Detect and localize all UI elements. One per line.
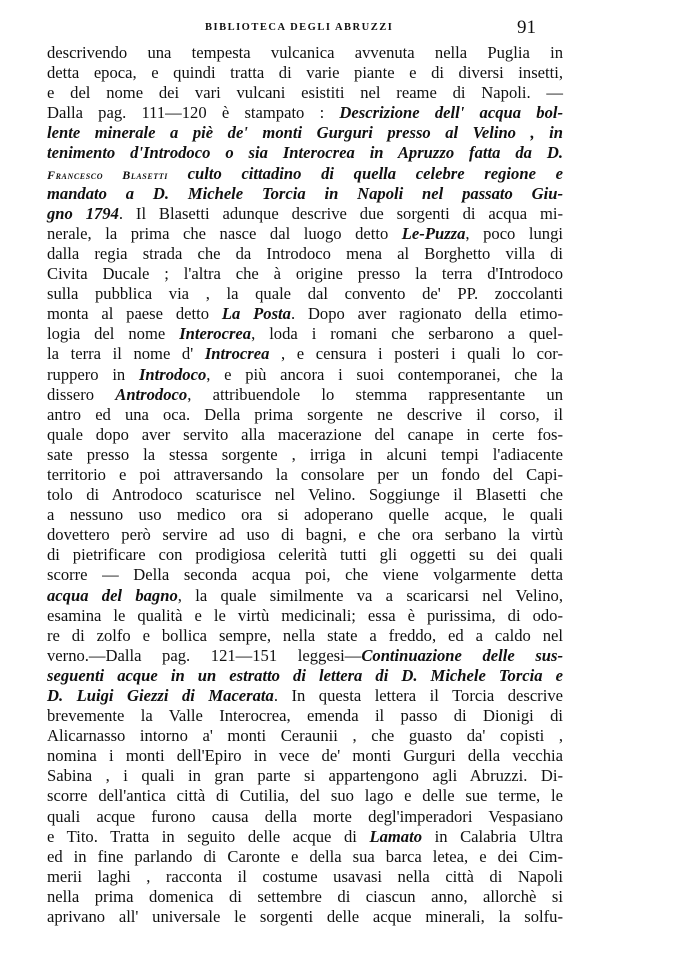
text-line xyxy=(47,485,563,505)
text-run: ruppero in xyxy=(47,364,139,384)
text-run: dalla regia strada che da Introdoco mena al Borghetto villa di xyxy=(47,243,563,263)
text-line xyxy=(47,807,563,827)
italic-text-run: culto cittadino di quella celebre regione e xyxy=(167,163,563,183)
text-run: detta epoca, e quindi tratta di varie piante e di diversi insetti, xyxy=(47,63,563,83)
italic-text-run: Descrizione dell' acqua bol- xyxy=(339,103,563,123)
text-line xyxy=(47,666,563,686)
italic-text-run: Antrodoco xyxy=(115,384,188,404)
text-line xyxy=(47,847,563,867)
text-line xyxy=(47,907,563,927)
text-line xyxy=(47,425,563,445)
italic-text-run: acqua del bagno xyxy=(47,585,178,605)
text-run: verno.—Dalla pag. 121—151 leggesi— xyxy=(47,645,362,665)
text-line xyxy=(47,43,563,63)
italic-text-run: gno 1794 xyxy=(47,203,119,223)
text-run: in Calabria Ultra xyxy=(422,826,564,846)
text-run: dissero xyxy=(47,384,116,404)
text-run: Alicarnasso intorno a' monti Ceraunii , che guasto da' copisti , xyxy=(47,726,563,746)
text-line xyxy=(47,827,563,847)
text-line xyxy=(47,123,563,143)
text-run: e Tito. Tratta in seguito delle acque di xyxy=(47,826,370,846)
text-line xyxy=(47,646,563,666)
text-line xyxy=(47,344,563,364)
text-run: e del nome dei vari vulcani esistiti nel reame di Napoli. — xyxy=(47,83,563,103)
text-line xyxy=(47,706,563,726)
text-run: . Dopo aver ragionato della etimo- xyxy=(290,304,563,324)
running-title: BIBLIOTECA DEGLI ABRUZZI xyxy=(205,22,394,33)
text-line xyxy=(47,63,563,83)
text-run: brevemente la Valle Interocrea, emenda il passo di Dionigi di xyxy=(47,706,563,726)
text-run: di pietrificare con prodigiosa celerità tutti gli oggetti su dei quali xyxy=(47,545,563,565)
text-run: . Il Blasetti adunque descrive due sorgenti di acqua mi- xyxy=(118,203,563,223)
text-line xyxy=(47,304,563,324)
italic-text-run: Continuazione delle sus- xyxy=(361,645,563,665)
text-run: territorio e poi attraversando la consolare per un fondo del Capi- xyxy=(47,464,563,484)
text-line xyxy=(47,746,563,766)
text-run: Civita Ducale ; l'altra che à origine presso la terra d'Introdoco xyxy=(47,264,563,284)
text-run: logia del nome xyxy=(47,324,180,344)
text-run: . In questa lettera il Torcia descrive xyxy=(273,686,563,705)
text-run: nella prima domenica di settembre di ciascun anno, allorchè si xyxy=(47,886,563,906)
text-line xyxy=(47,204,563,224)
body-text xyxy=(47,43,563,927)
text-line xyxy=(47,164,563,184)
text-line xyxy=(47,143,563,163)
text-line xyxy=(47,525,563,545)
text-run: , e più ancora i suoi contemporanei, che la xyxy=(206,364,563,384)
italic-text-run: Introcrea xyxy=(204,344,270,364)
text-run: tolo di Antrodoco scaturisce nel Velino. Soggiunge il Blasetti che xyxy=(47,485,563,505)
text-run: a nessuno uso medico ora si adoperano quelle acque, le quali xyxy=(47,505,563,525)
text-run: Sabina , i quali in gran parte si appartengono agli Abruzzi. Di- xyxy=(47,766,563,786)
italic-text-run: tenimento d'Introdoco o sia Interocrea in Apruzzo fatta da D. xyxy=(47,143,563,163)
text-line xyxy=(47,726,563,746)
italic-text-run: Lamato xyxy=(369,826,423,846)
italic-text-run: Introdoco xyxy=(138,364,207,384)
text-line xyxy=(47,324,563,344)
text-run: merii laghi , racconta il costume usavasi nella città di Napoli xyxy=(47,866,563,886)
text-run: sate presso la stessa sorgente , irriga in alcuni tempi l'adiacente xyxy=(47,444,563,464)
page-number: 91 xyxy=(517,17,536,38)
text-line xyxy=(47,224,563,244)
text-run: dovettero però servire ad uso di bagni, e che ora serbano la virtù xyxy=(47,525,563,545)
text-line xyxy=(47,786,563,806)
italic-text-run: La Posta xyxy=(221,304,291,324)
text-run: esamina le qualità e le virtù medicinali; essa è purissima, di odo- xyxy=(47,605,563,625)
text-line xyxy=(47,365,563,385)
small-caps-text-run: Francesco Blasetti xyxy=(47,167,168,182)
text-line xyxy=(47,83,563,103)
italic-text-run: Interocrea xyxy=(179,324,252,344)
text-run: , loda i romani che serbarono a quel- xyxy=(251,324,563,344)
text-run: monta al paese detto xyxy=(47,304,222,324)
text-run: descrivendo una tempesta vulcanica avvenuta nella Puglia in xyxy=(47,43,563,62)
text-run: antro ed una oca. Della prima sorgente ne descrive il corso, il xyxy=(47,404,563,424)
text-run: re di zolfo e bollica sempre, nella state a freddo, ed a caldo nel xyxy=(47,625,563,645)
running-head xyxy=(0,17,700,41)
text-line xyxy=(47,606,563,626)
text-line xyxy=(47,686,563,706)
text-line xyxy=(47,264,563,284)
text-line xyxy=(47,586,563,606)
italic-text-run: seguenti acque in un estratto di lettera di D. Michele Torcia e xyxy=(47,665,563,685)
text-run: scorre — Della seconda acqua poi, che viene volgarmente detta xyxy=(47,565,563,585)
text-run: Dalla pag. 111—120 è stampato : xyxy=(47,103,340,123)
text-run: nomina i monti dell'Epiro in vece de' monti Gurguri della vecchia xyxy=(47,746,563,766)
text-line xyxy=(47,385,563,405)
text-run: nerale, la prima che nasce dal luogo detto xyxy=(47,223,402,243)
text-run: aprivano all' universale le sorgenti delle acque minerali, la solfu- xyxy=(47,907,563,927)
italic-text-run: Le-Puzza xyxy=(401,223,466,243)
italic-text-run: lente minerale a piè de' monti Gurguri presso al Velino , in xyxy=(47,123,563,143)
text-run: quale dopo aver servito alla macerazione del canape in certe fos- xyxy=(47,424,563,444)
text-line xyxy=(47,887,563,907)
text-line xyxy=(47,284,563,304)
text-line xyxy=(47,626,563,646)
text-run: , la quale similmente va a scaricarsi nel Velino, xyxy=(177,585,563,605)
italic-text-run: mandato a D. Michele Torcia in Napoli nel passato Giu- xyxy=(47,183,563,203)
text-line xyxy=(47,766,563,786)
text-line xyxy=(47,867,563,887)
text-run: , e censura i posteri i quali lo cor- xyxy=(269,344,564,364)
text-run: , poco lungi xyxy=(465,223,563,243)
text-line xyxy=(47,405,563,425)
text-run: scorre dell'antica città di Cutilia, del suo lago e delle sue terme, le xyxy=(47,786,563,806)
text-run: , attribuendole lo stemma rappresentante un xyxy=(187,384,563,404)
text-run: quali acque furono causa della morte degl'imperadori Vespasiano xyxy=(47,806,563,826)
text-run: sulla pubblica via , la quale dal convento de' PP. zoccolanti xyxy=(47,284,563,304)
text-line xyxy=(47,465,563,485)
text-line xyxy=(47,545,563,565)
text-line xyxy=(47,565,563,585)
text-line xyxy=(47,445,563,465)
text-line xyxy=(47,505,563,525)
italic-text-run: D. Luigi Giezzi di Macerata xyxy=(47,686,274,705)
text-line xyxy=(47,184,563,204)
text-run: la terra il nome d' xyxy=(47,344,205,364)
text-line xyxy=(47,103,563,123)
text-line xyxy=(47,244,563,264)
text-run: ed in fine parlando di Caronte e della sua barca letea, e dei Cim- xyxy=(47,846,563,866)
